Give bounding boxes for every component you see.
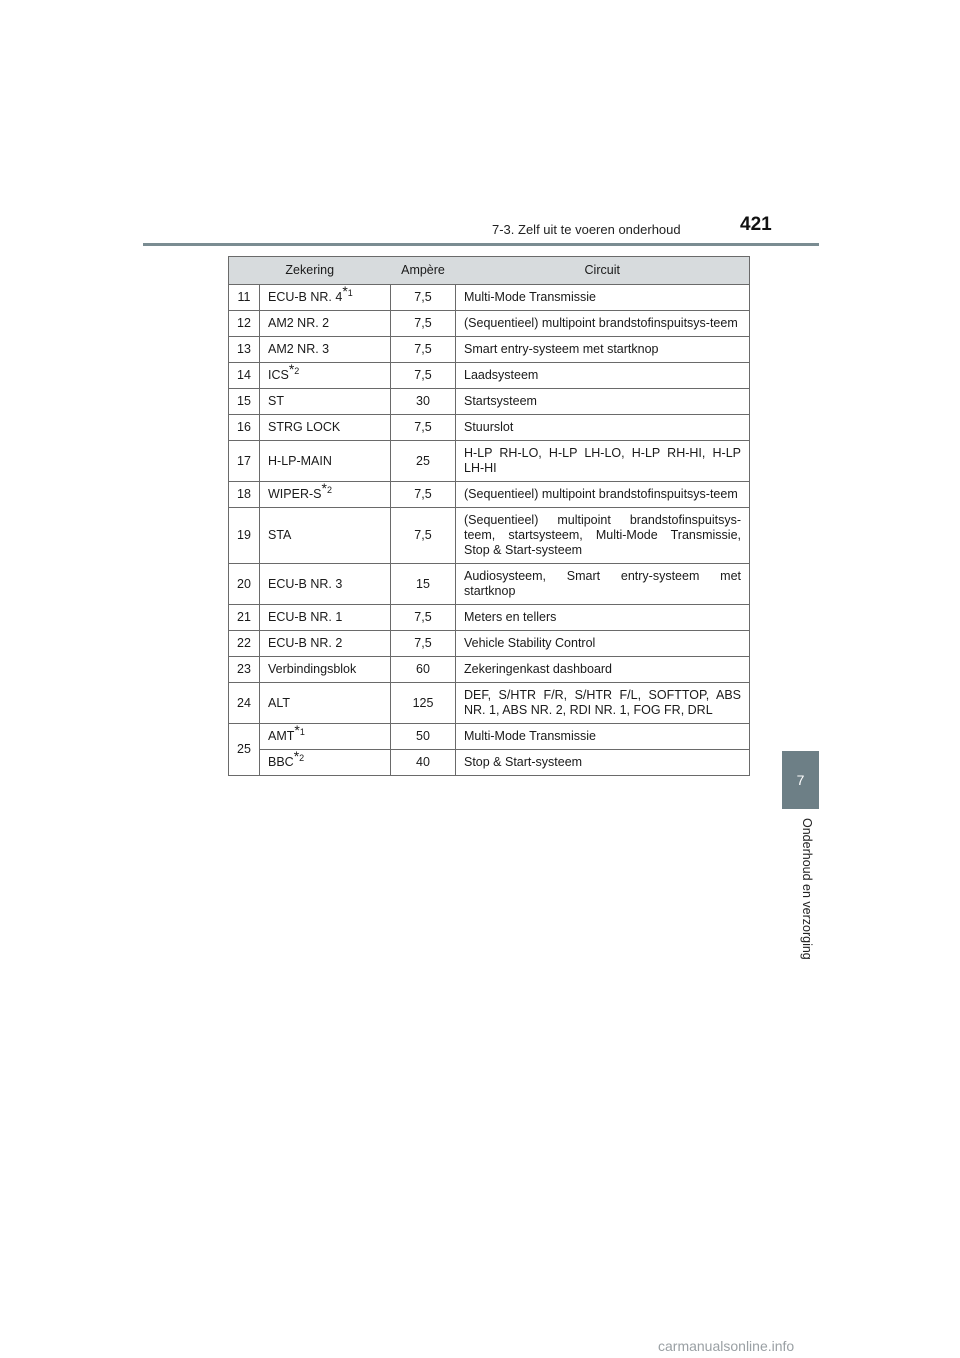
fuse-number: 22 (229, 631, 260, 657)
fuse-number: 13 (229, 337, 260, 363)
table-row (229, 415, 750, 441)
fuse-amperage: 40 (391, 750, 456, 776)
table-row (229, 285, 750, 311)
fuse-name: AMT$^{*1}$ (260, 724, 391, 750)
fuse-name: ALT (260, 683, 391, 724)
table-row (229, 683, 750, 724)
fuse-table-body (229, 282, 750, 776)
fuse-number: 25 (229, 724, 260, 776)
footnote-marker: *2 (321, 479, 332, 496)
table-row (229, 750, 750, 776)
table-row (229, 337, 750, 363)
fuse-name: BBC$^{*2}$ (260, 750, 391, 776)
fuse-amperage: 7,5 (391, 285, 456, 311)
table-row (229, 508, 750, 564)
fuse-amperage: 7,5 (391, 508, 456, 564)
fuse-circuit: Vehicle Stability Control (456, 631, 750, 657)
fuse-number: 17 (229, 441, 260, 482)
fuse-circuit: (Sequentieel) multipoint brandstofinspuitsys-teem, startsysteem, Multi-Mode Transmissie, Stop & Start-systeem (456, 508, 750, 564)
table-row (229, 311, 750, 337)
footnote-marker: *1 (294, 721, 305, 738)
fuse-number: 19 (229, 508, 260, 564)
table-row (229, 657, 750, 683)
fuse-number: 24 (229, 683, 260, 724)
table-row (229, 564, 750, 605)
fuse-circuit: (Sequentieel) multipoint brandstofinspuitsys-teem (456, 311, 750, 337)
fuse-name: ECU-B NR. 1 (260, 605, 391, 631)
table-row (229, 605, 750, 631)
fuse-number: 16 (229, 415, 260, 441)
header-ampere: Ampère (391, 257, 456, 285)
page-number: 421 (740, 214, 772, 235)
fuse-circuit: Meters en tellers (456, 605, 750, 631)
fuse-amperage: 50 (391, 724, 456, 750)
fuse-circuit: Startsysteem (456, 389, 750, 415)
fuse-amperage: 7,5 (391, 482, 456, 508)
fuse-number: 14 (229, 363, 260, 389)
footnote-marker: *2 (293, 747, 305, 764)
fuse-amperage: 25 (391, 441, 456, 482)
fuse-amperage: 7,5 (391, 363, 456, 389)
section-title: 7-3. Zelf uit te voeren onderhoud (492, 222, 681, 237)
fuse-circuit: (Sequentieel) multipoint brandstofinspuitsys-teem (456, 482, 750, 508)
fuse-number: 23 (229, 657, 260, 683)
fuse-amperage: 7,5 (391, 631, 456, 657)
fuse-name: ECU-B NR. 2 (260, 631, 391, 657)
fuse-circuit: Stop & Start-systeem (456, 750, 750, 776)
chapter-tab[interactable] (782, 751, 819, 809)
fuse-amperage: 15 (391, 564, 456, 605)
fuse-number: 21 (229, 605, 260, 631)
table-row (229, 389, 750, 415)
table-row (229, 724, 750, 750)
fuse-circuit: H-LP RH-LO, H-LP LH-LO, H-LP RH-HI, H-LP LH-HI (456, 441, 750, 482)
fuse-circuit: DEF, S/HTR F/R, S/HTR F/L, SOFTTOP, ABS NR. 1, ABS NR. 2, RDI NR. 1, FOG FR, DRL (456, 683, 750, 724)
fuse-name: WIPER-$S^{*2}$ (260, 482, 391, 508)
header-zekering: Zekering (229, 257, 391, 285)
fuse-circuit: Stuurslot (456, 415, 750, 441)
table-row (229, 441, 750, 482)
fuse-number: 15 (229, 389, 260, 415)
fuse-amperage: 60 (391, 657, 456, 683)
fuse-name: H-LP-MAIN (260, 441, 391, 482)
fuse-circuit: Laadsysteem (456, 363, 750, 389)
fuse-table (228, 256, 750, 776)
chapter-label: Onderhoud en verzorging (800, 818, 814, 960)
table-row (229, 482, 750, 508)
fuse-circuit: Multi-Mode Transmissie (456, 285, 750, 311)
fuse-name: AM2 NR. 2 (260, 311, 391, 337)
fuse-number: 11 (229, 285, 260, 311)
fuse-circuit: Zekeringenkast dashboard (456, 657, 750, 683)
fuse-name: STA (260, 508, 391, 564)
fuse-amperage: 125 (391, 683, 456, 724)
chapter-number: 7 (796, 772, 805, 788)
fuse-amperage: 7,5 (391, 415, 456, 441)
fuse-name: ST (260, 389, 391, 415)
header-circuit: Circuit (456, 257, 750, 285)
fuse-amperage: 7,5 (391, 605, 456, 631)
fuse-number: 18 (229, 482, 260, 508)
fuse-amperage: 7,5 (391, 337, 456, 363)
fuse-name: Verbindingsblok (260, 657, 391, 683)
watermark: carmanualsonline.info (658, 1338, 795, 1354)
header-divider (143, 243, 819, 246)
table-row (229, 631, 750, 657)
fuse-amperage: 30 (391, 389, 456, 415)
footnote-marker: *2 (288, 360, 300, 377)
fuse-circuit: Smart entry-systeem met startknop (456, 337, 750, 363)
table-row (229, 363, 750, 389)
fuse-name: ECU-B NR. 4$^{*1}$ (260, 285, 391, 311)
fuse-circuit: Multi-Mode Transmissie (456, 724, 750, 750)
fuse-circuit: Audiosysteem, Smart entry-systeem met startknop (456, 564, 750, 605)
fuse-amperage: 7,5 (391, 311, 456, 337)
fuse-name: STRG LOCK (260, 415, 391, 441)
footnote-marker: *1 (342, 282, 353, 299)
fuse-name: AM2 NR. 3 (260, 337, 391, 363)
fuse-number: 20 (229, 564, 260, 605)
fuse-name: ICS$^{*2}$ (260, 363, 391, 389)
fuse-number: 12 (229, 311, 260, 337)
table-header-row (229, 257, 750, 285)
fuse-name: ECU-B NR. 3 (260, 564, 391, 605)
